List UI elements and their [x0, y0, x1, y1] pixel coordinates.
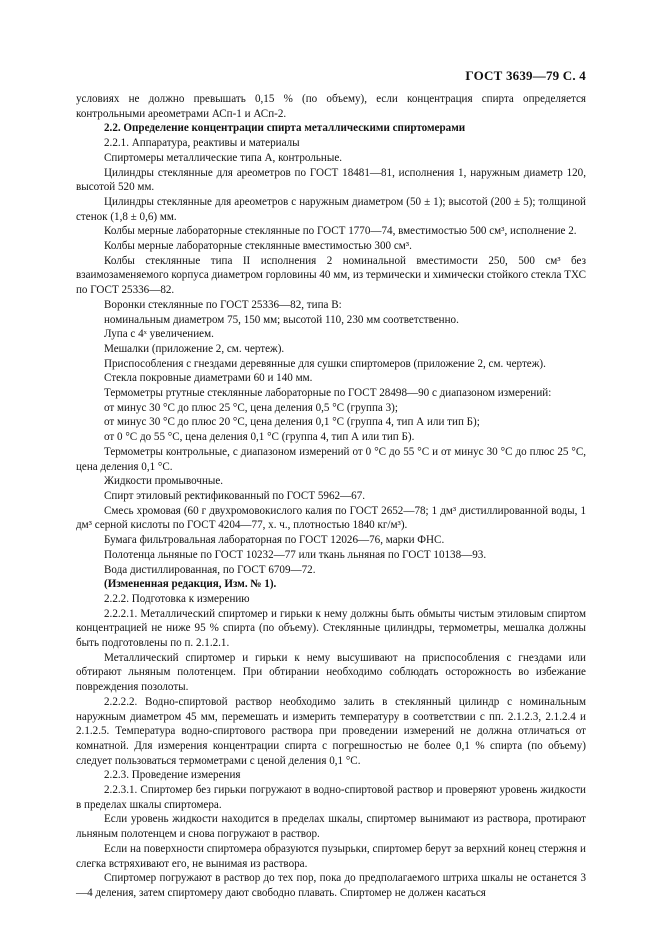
paragraph: 2.2.2. Подготовка к измерению — [104, 592, 250, 605]
paragraph: Лупа с 4ˣ увеличением. — [104, 328, 214, 341]
paragraph: Стекла покровные диаметрами 60 и 140 мм. — [104, 372, 313, 385]
paragraph: Колбы мерные лабораторные стеклянные вместимостью 300 см³. — [104, 240, 412, 253]
paragraph: Воронки стеклянные по ГОСТ 25336—82, типа В: — [104, 298, 342, 311]
paragraph: Бумага фильтровальная лабораторная по ГОСТ 12026—76, марки ФНС. — [104, 534, 445, 547]
paragraph: Цилиндры стеклянные для ареометров по ГОСТ 18481—81, исполнения 1, наружным диаметр 120, высотой 520 мм. — [76, 166, 586, 194]
paragraph: Мешалки (приложение 2, см. чертеж). — [104, 342, 285, 355]
paragraph: Термометры контрольные, с диапазоном измерений от 0 °С до 55 °С и от минус 30 °С до плюс 25 °С, цена деления 0,1 °С. — [76, 445, 586, 473]
paragraph: Металлический спиртомер и гирьки к нему высушивают на приспособления с гнездами или обтирают льняным полотенцем. При обтирании необходимо соблюдать осторожность во избежание повреждения позолоты. — [76, 651, 586, 694]
paragraph: Спирт этиловый ректификованный по ГОСТ 5962—67. — [104, 489, 366, 502]
paragraph: Смесь хромовая (60 г двухромовокислого калия по ГОСТ 2652—78; 1 дм³ дистиллированной воды, 1 дм³ серной кислоты по ГОСТ 4204—77, х. ч., плотностью 1840 кг/м³). — [76, 504, 586, 532]
paragraph: Полотенца льняные по ГОСТ 10232—77 или ткань льняная по ГОСТ 10138—93. — [104, 548, 487, 561]
paragraph: 2.2.3. Проведение измерения — [104, 769, 241, 782]
paragraph: Термометры ртутные стеклянные лабораторные по ГОСТ 28498—90 с диапазоном измерений: — [104, 387, 552, 400]
paragraph: Цилиндры стеклянные для ареометров с наружным диаметром (50 ± 1); высотой (200 ± 5); толщиной стенок (1,8 ± 0,6) мм. — [76, 195, 586, 223]
paragraph: Колбы стеклянные типа II исполнения 2 номинальной вместимости 250, 500 см³ без взаимозаменяемого корпуса диаметром горловины 40 мм, из термически и химически стойкого стекла ТХС по ГОСТ 25336—82. — [76, 254, 586, 297]
paragraph: условиях не должно превышать 0,15 % (по объему), если концентрация спирта определяется контрольными ареометрами АСп-1 и АСп-2. — [76, 93, 586, 120]
document-body — [76, 92, 586, 901]
paragraph: 2.2.1. Аппаратура, реактивы и материалы — [104, 137, 300, 150]
paragraph: Жидкости промывочные. — [104, 475, 224, 488]
page-header: ГОСТ 3639—79 С. 4 — [465, 68, 586, 83]
paragraph: Приспособления с гнездами деревянные для сушки спиртомеров (приложение 2, см. чертеж). — [104, 357, 546, 370]
paragraph: Спиртомеры металлические типа А, контрольные. — [104, 151, 343, 164]
paragraph: от 0 °С до 55 °С, цена деления 0,1 °С (группа 4, тип А или тип Б). — [104, 431, 415, 444]
paragraph: номинальным диаметром 75, 150 мм; высотой 110, 230 мм соответственно. — [104, 313, 459, 326]
paragraph: Вода дистиллированная, по ГОСТ 6709—72. — [104, 563, 316, 576]
paragraph: 2.2. Определение концентрации спирта металлическими спиртомерами — [104, 122, 466, 135]
paragraph: от минус 30 °С до плюс 20 °С, цена деления 0,1 °С (группа 4, тип А или тип Б); — [104, 416, 480, 429]
paragraph: от минус 30 °С до плюс 25 °С, цена деления 0,5 °С (группа 3); — [104, 401, 398, 414]
paragraph: Спиртомер погружают в раствор до тех пор, пока до предполагаемого штриха шкалы не останется 3—4 деления, затем спиртомеру дают свободно плавать. Спиртомер не должен касаться — [76, 872, 586, 899]
paragraph: (Измененная редакция, Изм. № 1). — [104, 578, 277, 591]
paragraph: Колбы мерные лабораторные стеклянные по ГОСТ 1770—74, вместимостью 500 см³, исполнение 2. — [104, 225, 577, 238]
paragraph: 2.2.2.2. Водно-спиртовой раствор необходимо залить в стеклянный цилиндр с номинальным наружным диаметром 45 мм, перемешать и измерить температуру в соответствии с пп. 2.1.2.3, 2.1.2.4 и 2.1.2.5. Температура водно-спиртового раствора при проведении измерений не должна отличаться от комнатной. Для измерения концентрации спирта с погрешностью не более 0,1 % спирта (по объему) следует пользоваться термометрами с ценой деления 0,1 °С. — [76, 695, 586, 767]
paragraph: 2.2.3.1. Спиртомер без гирьки погружают в водно-спиртовой раствор и проверяют уровень жидкости в пределах шкалы спиртомера. — [76, 784, 586, 811]
paragraph: Если уровень жидкости находится в пределах шкалы, спиртомер вынимают из раствора, протирают льняным полотенцем и снова погружают в раствор. — [76, 813, 586, 841]
paragraph: 2.2.2.1. Металлический спиртомер и гирьки к нему должны быть обмыты чистым этиловым спиртом концентрацией не ниже 95 % спирта (по объему). Стеклянные цилиндры, термометры, мешалка должны быть подготовлены по п. 2.1.2.1. — [76, 607, 586, 650]
paragraph: Если на поверхности спиртомера образуются пузырьки, спиртомер берут за верхний конец стержня и слегка встряхивают его, не вынимая из раствора. — [76, 842, 586, 870]
